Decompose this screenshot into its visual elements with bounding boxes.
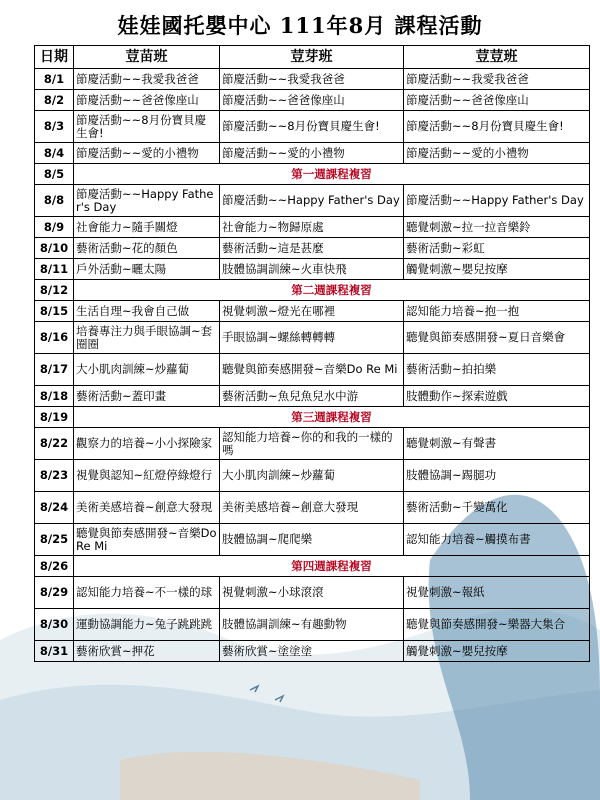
sprout-class-cell: 觀察力的培養~小小探險家 <box>74 428 220 460</box>
bean-class-cell: 觸覺刺激~嬰兒按摩 <box>404 641 590 662</box>
schedule-row <box>35 217 590 238</box>
date-cell: 8/16 <box>35 322 74 354</box>
bud-class-cell: 肢體協調訓練~火車快飛 <box>220 259 404 280</box>
weekly-review-cell: 第二週課程複習 <box>74 280 590 301</box>
schedule-row <box>35 354 590 386</box>
bean-class-cell: 聽覺刺激~有聲書 <box>404 428 590 460</box>
date-cell: 8/10 <box>35 238 74 259</box>
date-cell: 8/5 <box>35 164 74 185</box>
sprout-class-cell: 美術美感培養~創意大發現 <box>74 492 220 524</box>
schedule-row <box>35 428 590 460</box>
sprout-class-cell: 視覺與認知~紅燈停綠燈行 <box>74 460 220 492</box>
bean-class-cell: 節慶活動~~8月份寶貝慶生會! <box>404 111 590 143</box>
bud-class-cell: 肢體協調~爬爬樂 <box>220 524 404 556</box>
bud-class-cell: 藝術活動~魚兒魚兒水中游 <box>220 386 404 407</box>
bud-class-cell: 肢體協調訓練~有趣動物 <box>220 609 404 641</box>
weekly-review-cell: 第四週課程複習 <box>74 556 590 577</box>
sprout-class-cell: 節慶活動~~8月份寶貝慶生會! <box>74 111 220 143</box>
schedule-row <box>35 386 590 407</box>
schedule-row <box>35 238 590 259</box>
date-cell: 8/15 <box>35 301 74 322</box>
weekly-review-cell: 第三週課程複習 <box>74 407 590 428</box>
sprout-class-cell: 節慶活動~~愛的小禮物 <box>74 143 220 164</box>
bean-class-cell: 節慶活動~~我愛我爸爸 <box>404 69 590 90</box>
header-class-bean: 荳荳班 <box>404 46 590 69</box>
page-title: 娃娃國托嬰中心 111年8月 課程活動 <box>117 13 483 38</box>
bud-class-cell: 社會能力~物歸原處 <box>220 217 404 238</box>
date-cell: 8/25 <box>35 524 74 556</box>
bud-class-cell: 節慶活動~~愛的小禮物 <box>220 143 404 164</box>
bean-class-cell: 聽覺與節奏感開發~樂器大集合 <box>404 609 590 641</box>
bean-class-cell: 聽覺與節奏感開發~夏日音樂會 <box>404 322 590 354</box>
bud-class-cell: 聽覺與節奏感開發~音樂Do Re Mi <box>220 354 404 386</box>
date-cell: 8/29 <box>35 577 74 609</box>
header-row <box>35 46 590 69</box>
date-cell: 8/12 <box>35 280 74 301</box>
sprout-class-cell: 聽覺與節奏感開發~音樂Do Re Mi <box>74 524 220 556</box>
schedule-row <box>35 407 590 428</box>
bud-class-cell: 藝術欣賞~塗塗塗 <box>220 641 404 662</box>
schedule-row <box>35 577 590 609</box>
bud-class-cell: 視覺刺激~小球滾滾 <box>220 577 404 609</box>
bud-class-cell: 節慶活動~~爸爸像座山 <box>220 90 404 111</box>
sprout-class-cell: 運動協調能力~兔子跳跳跳 <box>74 609 220 641</box>
bean-class-cell: 節慶活動~~爸爸像座山 <box>404 90 590 111</box>
schedule-row <box>35 90 590 111</box>
schedule-row <box>35 322 590 354</box>
sprout-class-cell: 培養專注力與手眼協調~套圈圈 <box>74 322 220 354</box>
sprout-class-cell: 節慶活動~~爸爸像座山 <box>74 90 220 111</box>
schedule-row <box>35 492 590 524</box>
bud-class-cell: 節慶活動~~Happy Father's Day <box>220 185 404 217</box>
schedule-row <box>35 280 590 301</box>
date-cell: 8/18 <box>35 386 74 407</box>
schedule-row <box>35 111 590 143</box>
sprout-class-cell: 戶外活動~曬太陽 <box>74 259 220 280</box>
date-cell: 8/17 <box>35 354 74 386</box>
date-cell: 8/1 <box>35 69 74 90</box>
sprout-class-cell: 節慶活動~~我愛我爸爸 <box>74 69 220 90</box>
date-cell: 8/23 <box>35 460 74 492</box>
date-cell: 8/24 <box>35 492 74 524</box>
date-cell: 8/11 <box>35 259 74 280</box>
bud-class-cell: 手眼協調~螺絲轉轉轉 <box>220 322 404 354</box>
bean-class-cell: 視覺刺激~報紙 <box>404 577 590 609</box>
date-cell: 8/2 <box>35 90 74 111</box>
bean-class-cell: 節慶活動~~Happy Father's Day <box>404 185 590 217</box>
sprout-class-cell: 節慶活動~~Happy Father's Day <box>74 185 220 217</box>
bean-class-cell: 認知能力培養~抱一抱 <box>404 301 590 322</box>
header-class-sprout: 荳苗班 <box>74 46 220 69</box>
sprout-class-cell: 藝術欣賞~押花 <box>74 641 220 662</box>
bud-class-cell: 節慶活動~~我愛我爸爸 <box>220 69 404 90</box>
schedule-row <box>35 524 590 556</box>
date-cell: 8/26 <box>35 556 74 577</box>
schedule-row <box>35 460 590 492</box>
date-cell: 8/19 <box>35 407 74 428</box>
schedule-row <box>35 641 590 662</box>
weekly-review-cell: 第一週課程複習 <box>74 164 590 185</box>
date-cell: 8/3 <box>35 111 74 143</box>
schedule-row <box>35 69 590 90</box>
bud-class-cell: 大小肌肉訓練~炒蘿蔔 <box>220 460 404 492</box>
sprout-class-cell: 認知能力培養~不一樣的球 <box>74 577 220 609</box>
schedule-row <box>35 556 590 577</box>
header-class-bud: 荳芽班 <box>220 46 404 69</box>
schedule-row <box>35 609 590 641</box>
header-date: 日期 <box>35 46 74 69</box>
bud-class-cell: 美術美感培養~創意大發現 <box>220 492 404 524</box>
sprout-class-cell: 藝術活動~花的顏色 <box>74 238 220 259</box>
bud-class-cell: 藝術活動~這是甚麼 <box>220 238 404 259</box>
date-cell: 8/9 <box>35 217 74 238</box>
schedule-table <box>34 45 590 662</box>
bud-class-cell: 節慶活動~~8月份寶貝慶生會! <box>220 111 404 143</box>
sprout-class-cell: 藝術活動~蓋印畫 <box>74 386 220 407</box>
bud-class-cell: 認知能力培養~你的和我的一樣的嗎 <box>220 428 404 460</box>
schedule-row <box>35 164 590 185</box>
bean-class-cell: 肢體動作~探索遊戲 <box>404 386 590 407</box>
date-cell: 8/4 <box>35 143 74 164</box>
bean-class-cell: 節慶活動~~愛的小禮物 <box>404 143 590 164</box>
date-cell: 8/8 <box>35 185 74 217</box>
bean-class-cell: 藝術活動~彩虹 <box>404 238 590 259</box>
sprout-class-cell: 生活自理~我會自己做 <box>74 301 220 322</box>
bud-class-cell: 視覺刺激~燈光在哪裡 <box>220 301 404 322</box>
schedule-row <box>35 143 590 164</box>
date-cell: 8/30 <box>35 609 74 641</box>
bean-class-cell: 藝術活動~千變萬化 <box>404 492 590 524</box>
date-cell: 8/22 <box>35 428 74 460</box>
bean-class-cell: 肢體協調~踢腿功 <box>404 460 590 492</box>
date-cell: 8/31 <box>35 641 74 662</box>
schedule-row <box>35 259 590 280</box>
bean-class-cell: 藝術活動~拍拍樂 <box>404 354 590 386</box>
schedule-row <box>35 301 590 322</box>
sprout-class-cell: 社會能力~隨手關燈 <box>74 217 220 238</box>
sprout-class-cell: 大小肌肉訓練~炒蘿蔔 <box>74 354 220 386</box>
bean-class-cell: 觸覺刺激~嬰兒按摩 <box>404 259 590 280</box>
schedule-row <box>35 185 590 217</box>
bean-class-cell: 認知能力培養~觸摸布書 <box>404 524 590 556</box>
bean-class-cell: 聽覺刺激~拉一拉音樂鈴 <box>404 217 590 238</box>
